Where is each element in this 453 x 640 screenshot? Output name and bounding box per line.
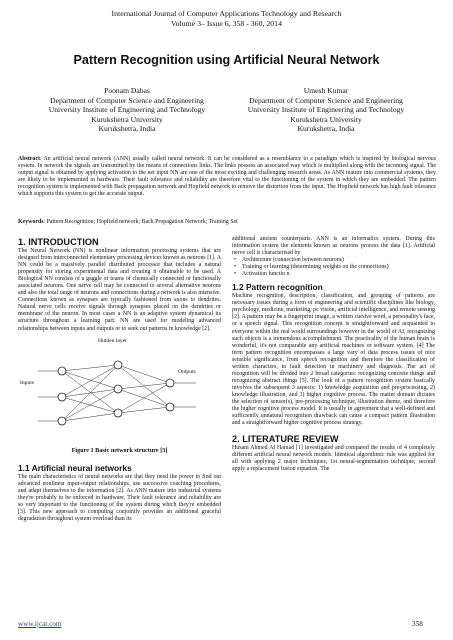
figure-caption: Figure 1 Basic network structure [3]	[71, 446, 168, 454]
literature-review-paragraph: Husam Ahmed Al Hamad [1] investigated and compared the results of 4 completely different artificial neural network models. Identical algorithmic rule was applied for all with applying 2 major techniques, 1st neural-segmentation technique; second apply a replacement fusion equation. The	[232, 445, 435, 473]
neuron-characteristics-list	[232, 257, 435, 278]
journal-website-link[interactable]: www.ijcat.com	[18, 620, 62, 628]
author-name: Umesh Kumar	[303, 86, 349, 95]
section-heading-artificial-neural-networks: 1.1 Artificial neural networks	[18, 462, 132, 473]
journal-header	[0, 9, 453, 29]
ann-paragraph: The main characteristics of neural networks are that they need the power to find out advanced nonlinear input-output relationships, use successive coaching procedures, and adapt themselves to the information [2]. As ANN mature into industrial systems they're probably to be enforced in hardware. Their fault tolerance and reliability are so very important to the functioning of the system during which they're embedded [3]. This new approach to computing conjointly provides an additional graceful degradation throughout system overload than its	[18, 473, 221, 522]
author-block-2	[226, 86, 426, 134]
author-university: Kurukshetra University	[290, 114, 362, 124]
journal-name: International Journal of Computer Applications Technology and Research	[111, 9, 342, 18]
continued-paragraph: additional ancient counterparts. ANN is an informatics system. During this information system the elements known as neurons process the data [1]. Artificial nerve cell is characterised by	[232, 236, 435, 257]
keywords	[18, 219, 436, 226]
section-heading-literature-review: 2. LITERATURE REVIEW	[232, 434, 339, 445]
outputs-label: Outputs	[178, 368, 196, 375]
paper-title: Pattern Recognition using Artificial Neural Network	[73, 53, 380, 67]
author-place: Kurukshetra, India	[297, 124, 355, 134]
hidden-node	[114, 385, 122, 393]
right-column	[232, 236, 435, 473]
output-node	[166, 403, 174, 411]
input-node	[58, 417, 66, 425]
network-nodes	[58, 361, 174, 425]
keywords-text: : Pattern Recognition; Hopfield network; Back Propagation Network; Training Set	[43, 219, 238, 225]
keywords-label: Keywords	[18, 219, 44, 225]
section-heading-introduction: 1. INTRODUCTION	[18, 237, 99, 247]
network-structure-figure	[18, 335, 221, 445]
abstract	[18, 156, 436, 199]
network-diagram	[18, 335, 221, 445]
abstract-text: : An artificial neural network (ANN) usually called neural network. It can be considered as a resemblance to a paradigm which is inspired by biological nervous system. In network the signals are transmitted by the means of connections links. The links possess an associated way which is multiplied along with the incoming signal. The output signal is obtained by applying activation to the net input NN are one of the most exciting and challenging research areas. As ANN mature into commercial systems, they are likely to be implemented in hardware. Their fault tolerance and reliability are therefore vital to the functioning of the system in which they are embedded. The pattern recognition system is implemented with Back propagation network and Hopfield network to remove the distortion from the input. The Hopfield network has high fault tolerance which supports this system to get the accurate output.	[18, 156, 436, 198]
input-node	[58, 393, 66, 401]
list-item: • Architecture (connection between neurons)	[232, 257, 435, 264]
list-item: • Training or learning (determining weights on the connections)	[232, 264, 435, 271]
inputs-label: Inputs	[20, 379, 34, 386]
list-item: • Activation functio n	[232, 271, 435, 278]
author-university: Kurukshetra University	[91, 114, 163, 124]
author-department: Department of Computer Science and Engineering	[50, 95, 204, 105]
left-column	[18, 236, 221, 523]
section-heading-pattern-recognition: 1.2 Pattern recognition	[232, 282, 323, 293]
pattern-recognition-paragraph: Machine recognition, description, classification, and grouping of patterns are necessary issues during a form of engineering and scientific disciplines like biology, psychology, medicine, marketing, pc vision, artificial intelligence, and remote sensing [2]. A pattern may be a fingerprint image, a written cursive word, a personality's face, or a speech signal. This recognition concept is straightforward and acquainted to everyone within the real world surroundings however in the world of AI, recognizing such objects is a tremendous accomplishment. The practicality of the human brain is wonderful, it's not comparable any artificial machines or software system. [4] The term pattern recognition encompasses a large vary of data process issues of nice sensible significance, from speech recognition and therefore the classification of written characters, to fault detection in machinery and diagnosis. The act of recognition will be divided into 2 broad categories: recognizing concrete things and recognizing abstract things [5]. The look of a pattern recognition system basically involves the subsequent 3 aspects: 1) knowledge acquisition and pre-processing, 2) knowledge illustration, and 3) higher cognitive process. The matter domain dictates the selection of sensor(s), pre-processing technique, illustration theme, and therefore the higher cognitive process model. It is usually in agreement that a well-defined and sufficiently unnatural recognition drawback can cause a compact pattern illustration and a straightforward higher cognitive process strategy.	[232, 293, 435, 427]
output-node	[166, 379, 174, 387]
abstract-label: Abstract	[18, 156, 40, 162]
hidden-node	[114, 361, 122, 369]
page-number: 358	[412, 620, 423, 628]
author-block-1	[27, 86, 227, 134]
hidden-layer-label: Hidden layer	[98, 337, 128, 344]
author-institute: University Institute of Engineering and Technology	[48, 105, 206, 115]
journal-volume: Volume 3– Issue 6, 358 - 360, 2014	[171, 19, 282, 28]
hidden-node	[114, 409, 122, 417]
input-node	[58, 367, 66, 375]
author-department: Department of Computer Science and Engineering	[249, 95, 403, 105]
author-name: Poonam Dabas	[104, 86, 150, 95]
author-institute: University Institute of Engineering and Technology	[247, 105, 405, 115]
author-place: Kurukshetra, India	[98, 124, 156, 134]
introduction-paragraph: The Neural Network (NN) is nonlinear information processing systems that are designed from interconnected elementary processing devices known as neurons [1]. A NN could be a massively parallel distributed processor that includes a natural propensity for storing experimental data and creating it obtainable to be used. A Biological NN consists of a gaggle or teams of chemically connected or functionally associated neurons. One nerve cell may be connected to several alternative neurons and also the total range of neurons and connections during a network is also intensive. Connections known as synapses are typically fashioned from axons to dendrites. Natural nerve cells receive signals through synapses placed on the dendrites or membrane of the neuron. In most cases a NN is an adaptive system dynamical its structure throughout a learning part. NN are used for modeling advanced relationships between inputs and outputs or to seek out patterns in knowledge [2].	[18, 248, 222, 332]
